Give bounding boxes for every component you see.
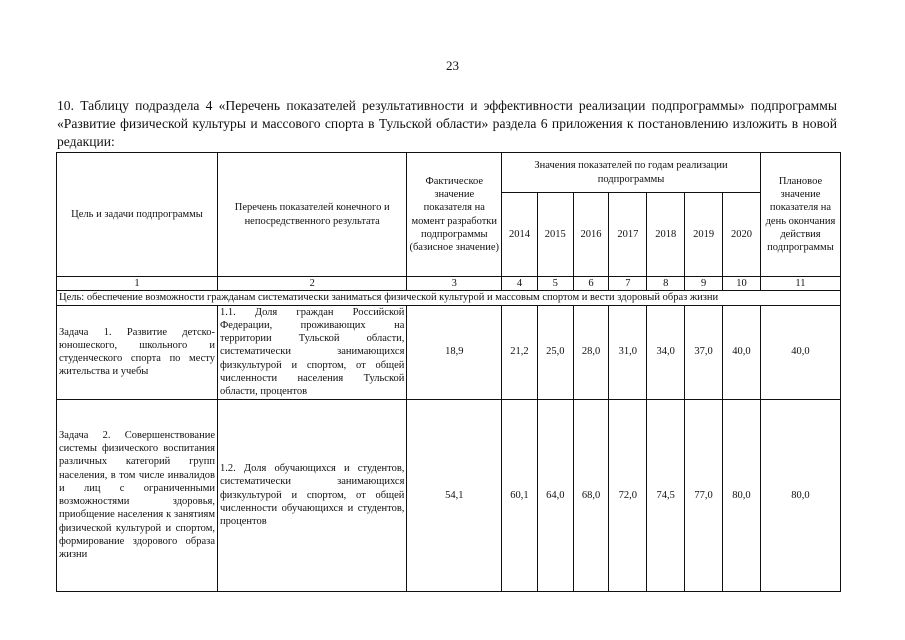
goal-row	[57, 291, 841, 305]
goal-text: Цель: обеспечение возможности гражданам систематически заниматься физической культурой и массовым спортом и вести здоровый образ жизни	[57, 291, 841, 305]
table-row	[57, 399, 841, 591]
year-value-cell: 37,0	[685, 305, 723, 399]
indicator-cell: 1.2. Доля обучающихся и студентов, систематически занимающихся физкультурой и спортом, от общей численности обучающихся и студентов, процентов	[218, 399, 407, 591]
header-row-top	[57, 153, 841, 193]
column-number: 4	[502, 277, 538, 291]
year-header: 2014	[502, 193, 538, 277]
year-value-cell: 72,0	[609, 399, 647, 591]
year-value-cell: 60,1	[502, 399, 538, 591]
column-number-row	[57, 277, 841, 291]
column-number: 11	[760, 277, 840, 291]
year-header: 2015	[537, 193, 573, 277]
year-value-cell: 31,0	[609, 305, 647, 399]
year-value-cell: 64,0	[537, 399, 573, 591]
year-value-cell: 28,0	[573, 305, 609, 399]
indicator-cell: 1.1. Доля граждан Российской Федерации, проживающих на территории Тульской области, систематически занимающихся физкультурой и спортом, от общей численности населения Тульской области, процентов	[218, 305, 407, 399]
planned-value-cell: 40,0	[760, 305, 840, 399]
year-value-cell: 21,2	[502, 305, 538, 399]
year-value-cell: 74,5	[647, 399, 685, 591]
task-cell: Задача 2. Совершенствование системы физического воспитания различных категорий групп населения, в том числе инвалидов и лиц с ограниченными возможностями здоровья, приобщение населения к занятиям физической культурой и спортом, формирование здорового образа жизни	[57, 399, 218, 591]
year-value-cell: 68,0	[573, 399, 609, 591]
column-number: 5	[537, 277, 573, 291]
column-number: 7	[609, 277, 647, 291]
header-base-value: Фактическое значение показателя на момент разработки подпрограммы (базисное значение)	[407, 153, 502, 277]
column-number: 8	[647, 277, 685, 291]
column-number: 2	[218, 277, 407, 291]
column-number: 9	[685, 277, 723, 291]
year-header: 2017	[609, 193, 647, 277]
header-planned-value: Плановое значение показателя на день окончания действия подпрограммы	[760, 153, 840, 277]
planned-value-cell: 80,0	[760, 399, 840, 591]
year-header: 2020	[723, 193, 761, 277]
header-values-by-year: Значения показателей по годам реализации подпрограммы	[502, 153, 761, 193]
header-goals-tasks: Цель и задачи подпрограммы	[57, 153, 218, 277]
year-header: 2018	[647, 193, 685, 277]
year-value-cell: 80,0	[723, 399, 761, 591]
year-header: 2019	[685, 193, 723, 277]
column-number: 3	[407, 277, 502, 291]
column-number: 10	[723, 277, 761, 291]
year-value-cell: 25,0	[537, 305, 573, 399]
header-indicator-list: Перечень показателей конечного и непосредственного результата	[218, 153, 407, 277]
indicators-table	[56, 152, 841, 592]
page-number: 23	[446, 58, 459, 73]
column-number: 1	[57, 277, 218, 291]
base-value-cell: 18,9	[407, 305, 502, 399]
year-value-cell: 77,0	[685, 399, 723, 591]
table-row	[57, 305, 841, 399]
year-header: 2016	[573, 193, 609, 277]
base-value-cell: 54,1	[407, 399, 502, 591]
column-number: 6	[573, 277, 609, 291]
year-value-cell: 34,0	[647, 305, 685, 399]
task-cell: Задача 1. Развитие детско-юношеского, школьного и студенческого спорта по месту жительства и учебы	[57, 305, 218, 399]
year-value-cell: 40,0	[723, 305, 761, 399]
intro-paragraph: 10. Таблицу подраздела 4 «Перечень показателей результативности и эффективности реализации подпрограммы» подпрограммы «Развитие физической культуры и массового спорта в Тульской области» раздела 6 приложения к постановлению изложить в новой редакции:	[57, 98, 837, 149]
